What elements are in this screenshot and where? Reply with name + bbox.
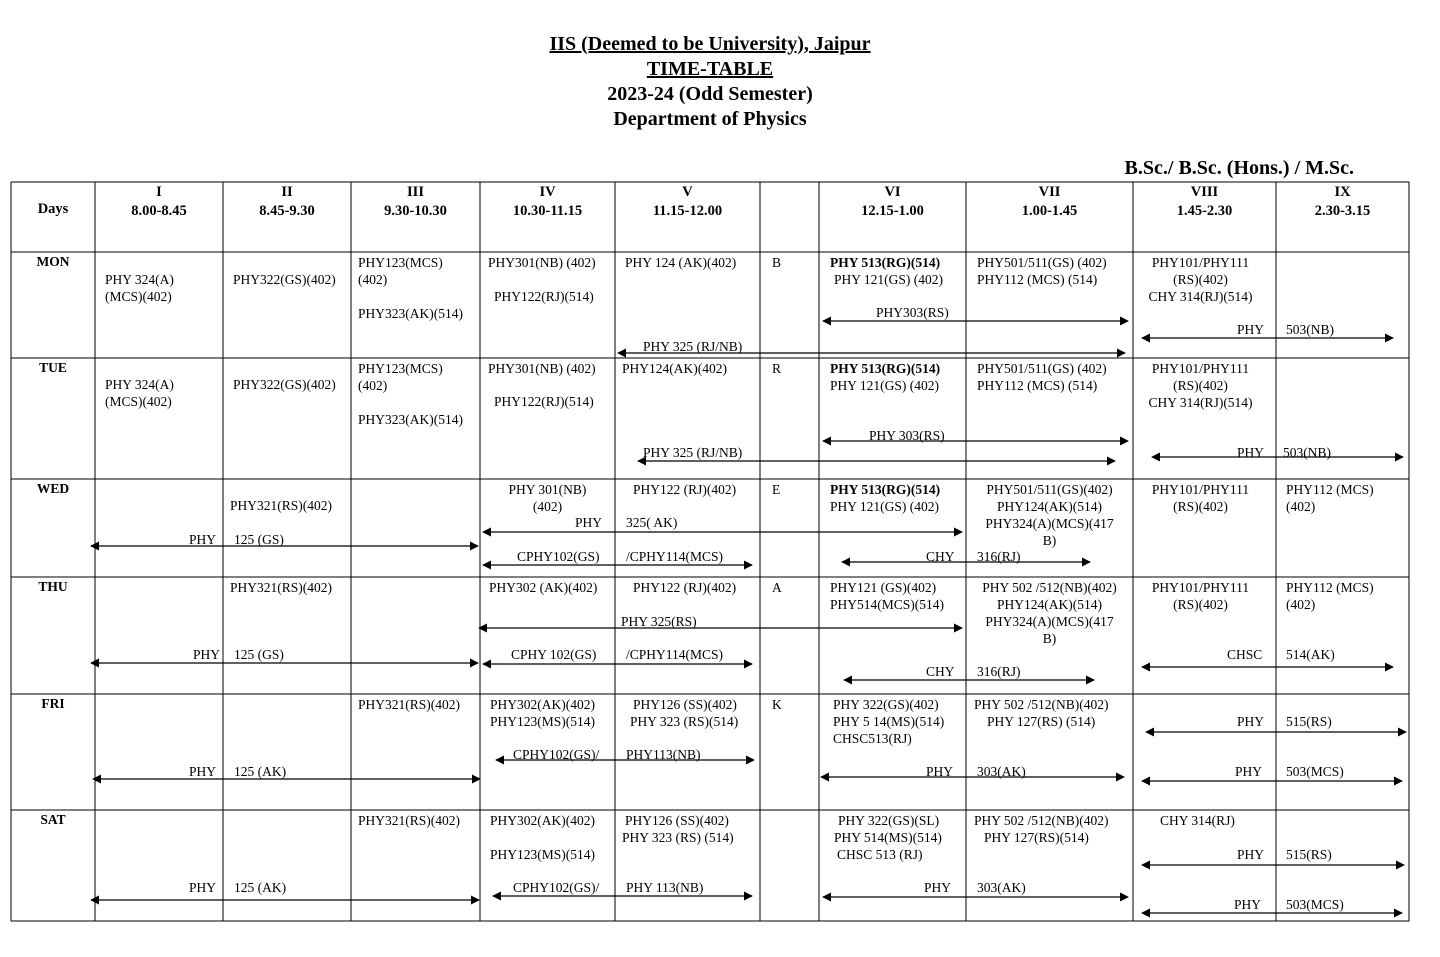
thu-p6: PHY121 (GS)(402) PHY514(MCS)(514) [830,580,945,612]
fri-span-iv-v-a: CPHY102(GS)/ [513,747,600,762]
sat-p4-b: PHY123(MS)(514) [490,847,596,862]
thu-p9: PHY112 (MCS) (402) [1286,580,1374,612]
wed-span-iv-vi-b: 325( AK) [626,515,678,530]
sat-span-viii-ix-a1: PHY [1237,847,1265,862]
fri-span-viii-ix-a1: PHY [1237,714,1265,729]
day-label-thu: THU [38,579,68,594]
period-header: IX 2.30-3.15 [1314,184,1371,219]
sat-span-i-iii-b: 125 (AK) [234,880,287,895]
tue-span-viii-ix-a: PHY [1237,445,1265,460]
thu-span-i-iii-a: PHY [193,647,221,662]
tue-span-vi-vii: PHY 303(RS) [869,428,945,443]
mon-span-vi-vii: PHY303(RS) [876,305,949,320]
mon-span-viii-ix-a: PHY [1237,322,1265,337]
university-title: IIS (Deemed to be University), Jaipur [549,33,871,55]
wed-p9: PHY112 (MCS) (402) [1286,482,1374,514]
sat-span-vi-vii-b: 303(AK) [977,880,1026,895]
wed-span-i-iii-b: 125 (GS) [234,532,284,547]
fri-span-i-iii-a: PHY [189,764,217,779]
mon-p7: PHY501/511(GS) (402) PHY112 (MCS) (514) [977,255,1107,287]
days-header: Days [37,201,69,217]
tue-p8: PHY101/PHY111 (RS)(402) CHY 314(RJ)(514) [1148,361,1253,410]
fri-span-i-iii-b: 125 (AK) [234,764,287,779]
wed-p8: PHY101/PHY111 (RS)(402) [1151,482,1250,514]
fri-span-viii-ix-b1: PHY [1235,764,1263,779]
wed-p2: PHY321(RS)(402) [230,498,333,513]
day-label-fri: FRI [41,696,65,711]
mon-span-viii-ix-b: 503(NB) [1286,322,1334,337]
period-header: VII 1.00-1.45 [1021,184,1078,219]
thu-p7: PHY 502 /512(NB)(402) PHY124(AK)(514) PHY324(A)(MCS)(417 B) [982,580,1117,646]
thu-span-vi-vii-b: 316(RJ) [977,664,1021,679]
sat-p3: PHY321(RS)(402) [358,813,461,828]
fri-span-iv-v-b: PHY113(NB) [626,747,701,762]
break-letter: R [772,361,782,376]
thu-span-viii-ix-a: CHSC [1227,647,1263,662]
wed-span-i-iii-a: PHY [189,532,217,547]
thu-span-iv-v-a: CPHY 102(GS) [511,647,597,662]
sat-p4-a: PHY302(AK)(402) [490,813,595,828]
thu-p2: PHY321(RS)(402) [230,580,333,595]
sat-span-vi-vii-a: PHY [924,880,952,895]
day-label-sat: SAT [40,812,66,827]
wed-span-vi-vii-a: CHY [926,549,955,564]
period-header: VIII 1.45-2.30 [1176,184,1233,219]
fri-span-vi-vii-b: 303(AK) [977,764,1026,779]
day-label-wed: WED [36,481,70,496]
wed-span-vi-vii-b: 316(RJ) [977,549,1021,564]
thu-span-viii-ix-b: 514(AK) [1286,647,1335,662]
period-header: III 9.30-10.30 [384,184,447,219]
sat-p8: CHY 314(RJ) [1160,813,1235,828]
mon-span-v-vii: PHY 325 (RJ/NB) [643,339,743,354]
tue-p1: PHY 324(A) (MCS)(402) [105,377,174,409]
thu-p5: PHY122 (RJ)(402) [633,580,737,595]
wed-span-iv-vi-a: PHY [575,515,603,530]
sat-span-iv-v-a: CPHY102(GS)/ [513,880,600,895]
sat-p7: PHY 502 /512(NB)(402) PHY 127(RS)(514) [974,813,1109,845]
wed-p5: PHY122 (RJ)(402) [633,482,737,497]
mon-p8: PHY101/PHY111 (RS)(402) CHY 314(RJ)(514) [1148,255,1253,304]
fri-span-vi-vii-a: PHY [926,764,954,779]
tue-p3: PHY123(MCS) (402) PHY323(AK)(514) [358,361,463,427]
mon-p4-b: PHY122(RJ)(514) [494,289,594,304]
sat-span-viii-ix-b2: 503(MCS) [1286,897,1344,912]
wed-span-iv-v-a: CPHY102(GS) [517,549,600,564]
break-letter: E [772,482,781,497]
mon-p6: PHY 513(RG)(514) PHY 121(GS) (402) [830,255,943,287]
sat-span-viii-ix-a2: 515(RS) [1286,847,1332,862]
sat-span-iv-v-b: PHY 113(NB) [626,880,704,895]
tue-p6: PHY 513(RG)(514) PHY 121(GS) (402) [830,361,941,393]
mon-p5: PHY 124 (AK)(402) [625,255,737,270]
fri-span-viii-ix-b2: 503(MCS) [1286,764,1344,779]
fri-p3: PHY321(RS)(402) [358,697,461,712]
period-header: VI 12.15-1.00 [861,184,924,219]
break-letter: B [772,255,782,270]
day-label-mon: MON [36,254,70,269]
tue-p4-b: PHY122(RJ)(514) [494,394,594,409]
wed-p7: PHY501/511(GS)(402) PHY124(AK)(514) PHY324(A)(MCS)(417 B) [985,482,1114,548]
period-header: I 8.00-8.45 [131,184,187,219]
period-header: II 8.45-9.30 [259,184,315,219]
fri-p7: PHY 502 /512(NB)(402) PHY 127(RS) (514) [974,697,1109,729]
thu-p4: PHY302 (AK)(402) [489,580,598,595]
tue-span-v-vii: PHY 325 (RJ/NB) [643,445,743,460]
sat-span-i-iii-a: PHY [189,880,217,895]
programme-title: B.Sc./ B.Sc. (Hons.) / M.Sc. [1124,157,1354,179]
wed-p6: PHY 513(RG)(514) PHY 121(GS) (402) [830,482,941,514]
department-title: Department of Physics [613,108,807,130]
wed-p4: PHY 301(NB) (402) [508,482,587,514]
thu-span-iv-vi: PHY 325(RS) [621,614,697,629]
thu-p8: PHY101/PHY111 (RS)(402) [1151,580,1250,612]
fri-span-viii-ix-a2: 515(RS) [1286,714,1332,729]
sat-p5: PHY126 (SS)(402) PHY 323 (RS) (514) [622,813,734,845]
mon-p1: PHY 324(A) (MCS)(402) [105,272,174,304]
fri-p6: PHY 322(GS)(402) PHY 5 14(MS)(514) CHSC513(RJ) [833,697,945,746]
mon-p4-a: PHY301(NB) (402) [488,255,596,270]
day-label-tue: TUE [39,360,67,375]
session-title: 2023-24 (Odd Semester) [607,83,813,105]
thu-span-iv-v-b: /CPHY114(MCS) [626,647,724,662]
tue-span-viii-ix-b: 503(NB) [1283,445,1331,460]
tue-p4-a: PHY301(NB) (402) [488,361,596,376]
wed-span-iv-v-b: /CPHY114(MCS) [626,549,724,564]
mon-p2: PHY322(GS)(402) [233,272,336,287]
tue-p2: PHY322(GS)(402) [233,377,336,392]
thu-span-i-iii-b: 125 (GS) [234,647,284,662]
tue-p7: PHY501/511(GS) (402) PHY112 (MCS) (514) [977,361,1107,393]
sat-p6: PHY 322(GS)(SL) PHY 514(MS)(514) CHSC 513 (RJ) [834,813,942,862]
period-header: IV 10.30-11.15 [512,184,583,219]
mon-p3: PHY123(MCS) (402) PHY323(AK)(514) [358,255,463,321]
fri-p5: PHY126 (SS)(402) PHY 323 (RS)(514) [630,697,739,729]
break-letter: K [772,697,782,712]
document-title: TIME-TABLE [646,58,774,80]
period-header: V 11.15-12.00 [652,184,723,219]
break-letter: A [772,580,782,595]
tue-p5: PHY124(AK)(402) [622,361,727,376]
sat-span-viii-ix-b1: PHY [1234,897,1262,912]
thu-span-vi-vii-a: CHY [926,664,955,679]
fri-p4: PHY302(AK)(402) PHY123(MS)(514) [490,697,596,729]
